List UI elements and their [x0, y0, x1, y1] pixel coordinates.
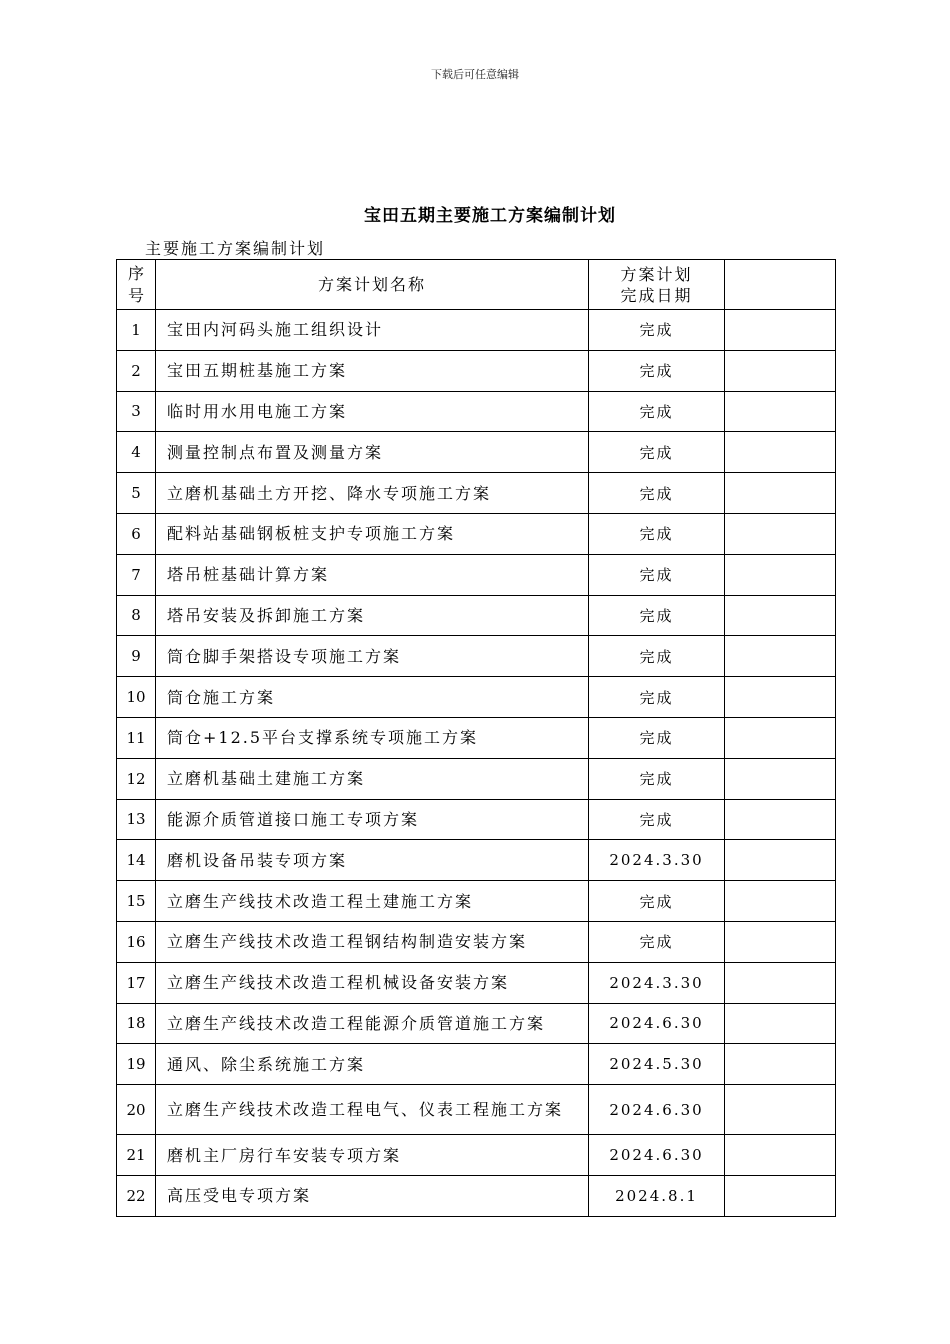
completion-date: 完成 — [589, 391, 725, 432]
plan-name: 高压受电专项方案 — [156, 1175, 589, 1216]
row-number: 21 — [117, 1135, 156, 1176]
table-row — [117, 595, 836, 636]
row-number: 9 — [117, 636, 156, 677]
completion-date: 2024.3.30 — [589, 840, 725, 881]
completion-date: 完成 — [589, 677, 725, 718]
table-row — [117, 962, 836, 1003]
header-date — [589, 260, 725, 310]
extra-cell — [725, 391, 836, 432]
plan-name: 筒仓+12.5平台支撑系统专项施工方案 — [156, 717, 589, 758]
row-number: 11 — [117, 717, 156, 758]
table-row — [117, 1044, 836, 1085]
completion-date: 完成 — [589, 310, 725, 351]
plan-table — [116, 259, 836, 1217]
extra-cell — [725, 636, 836, 677]
row-number: 10 — [117, 677, 156, 718]
plan-name: 筒仓脚手架搭设专项施工方案 — [156, 636, 589, 677]
completion-date: 2024.8.1 — [589, 1175, 725, 1216]
table-row — [117, 921, 836, 962]
plan-name: 塔吊桩基础计算方案 — [156, 554, 589, 595]
plan-name: 能源介质管道接口施工专项方案 — [156, 799, 589, 840]
row-number: 8 — [117, 595, 156, 636]
plan-name: 立磨生产线技术改造工程电气、仪表工程施工方案 — [156, 1085, 589, 1135]
table-header-row — [117, 260, 836, 310]
extra-cell — [725, 554, 836, 595]
completion-date: 完成 — [589, 758, 725, 799]
header-no-label: 序号 — [127, 263, 144, 305]
row-number: 1 — [117, 310, 156, 351]
plan-name: 立磨生产线技术改造工程土建施工方案 — [156, 881, 589, 922]
extra-cell — [725, 350, 836, 391]
plan-name: 宝田内河码头施工组织设计 — [156, 310, 589, 351]
extra-cell — [725, 921, 836, 962]
extra-cell — [725, 717, 836, 758]
row-number: 17 — [117, 962, 156, 1003]
table-row — [117, 1175, 836, 1216]
row-number: 16 — [117, 921, 156, 962]
completion-date: 完成 — [589, 636, 725, 677]
row-number: 5 — [117, 473, 156, 514]
table-row — [117, 758, 836, 799]
completion-date: 完成 — [589, 554, 725, 595]
document-title: 宝田五期主要施工方案编制计划 — [364, 206, 616, 226]
extra-cell — [725, 1175, 836, 1216]
table-row — [117, 717, 836, 758]
table-row — [117, 840, 836, 881]
table-row — [117, 432, 836, 473]
plan-name: 立磨机基础土方开挖、降水专项施工方案 — [156, 473, 589, 514]
row-number: 4 — [117, 432, 156, 473]
header-name: 方案计划名称 — [156, 260, 589, 310]
table-row — [117, 1085, 836, 1135]
row-number: 7 — [117, 554, 156, 595]
table-row — [117, 350, 836, 391]
table-row — [117, 513, 836, 554]
plan-name: 配料站基础钢板桩支护专项施工方案 — [156, 513, 589, 554]
completion-date: 2024.6.30 — [589, 1003, 725, 1044]
completion-date: 完成 — [589, 881, 725, 922]
table-caption: 主要施工方案编制计划 — [145, 239, 326, 258]
extra-cell — [725, 962, 836, 1003]
plan-name: 筒仓施工方案 — [156, 677, 589, 718]
table-row — [117, 391, 836, 432]
plan-name: 立磨生产线技术改造工程钢结构制造安装方案 — [156, 921, 589, 962]
plan-name: 磨机主厂房行车安装专项方案 — [156, 1135, 589, 1176]
extra-cell — [725, 513, 836, 554]
row-number: 2 — [117, 350, 156, 391]
header-no — [117, 260, 156, 310]
completion-date: 完成 — [589, 350, 725, 391]
plan-name: 通风、除尘系统施工方案 — [156, 1044, 589, 1085]
row-number: 13 — [117, 799, 156, 840]
plan-name: 立磨生产线技术改造工程机械设备安装方案 — [156, 962, 589, 1003]
row-number: 19 — [117, 1044, 156, 1085]
extra-cell — [725, 840, 836, 881]
row-number: 18 — [117, 1003, 156, 1044]
table-row — [117, 310, 836, 351]
plan-name: 塔吊安装及拆卸施工方案 — [156, 595, 589, 636]
header-date-line2: 完成日期 — [620, 285, 693, 305]
row-number: 3 — [117, 391, 156, 432]
completion-date: 完成 — [589, 473, 725, 514]
completion-date: 完成 — [589, 513, 725, 554]
extra-cell — [725, 881, 836, 922]
plan-name: 立磨生产线技术改造工程能源介质管道施工方案 — [156, 1003, 589, 1044]
plan-name: 临时用水用电施工方案 — [156, 391, 589, 432]
table-row — [117, 636, 836, 677]
table-row — [117, 799, 836, 840]
row-number: 20 — [117, 1085, 156, 1135]
table-row — [117, 677, 836, 718]
row-number: 15 — [117, 881, 156, 922]
row-number: 12 — [117, 758, 156, 799]
completion-date: 2024.3.30 — [589, 962, 725, 1003]
completion-date: 完成 — [589, 799, 725, 840]
extra-cell — [725, 1003, 836, 1044]
table-row — [117, 473, 836, 514]
completion-date: 完成 — [589, 921, 725, 962]
completion-date: 完成 — [589, 717, 725, 758]
row-number: 22 — [117, 1175, 156, 1216]
header-extra — [725, 260, 836, 310]
extra-cell — [725, 1135, 836, 1176]
header-note: 下载后可任意编辑 — [431, 68, 519, 81]
completion-date: 2024.6.30 — [589, 1085, 725, 1135]
table-row — [117, 554, 836, 595]
completion-date: 2024.6.30 — [589, 1135, 725, 1176]
header-date-line1: 方案计划 — [620, 264, 693, 284]
plan-name: 磨机设备吊装专项方案 — [156, 840, 589, 881]
extra-cell — [725, 799, 836, 840]
extra-cell — [725, 677, 836, 718]
row-number: 14 — [117, 840, 156, 881]
extra-cell — [725, 473, 836, 514]
extra-cell — [725, 1044, 836, 1085]
completion-date: 完成 — [589, 595, 725, 636]
completion-date: 2024.5.30 — [589, 1044, 725, 1085]
extra-cell — [725, 758, 836, 799]
table-row — [117, 1003, 836, 1044]
completion-date: 完成 — [589, 432, 725, 473]
extra-cell — [725, 595, 836, 636]
extra-cell — [725, 310, 836, 351]
plan-name: 宝田五期桩基施工方案 — [156, 350, 589, 391]
row-number: 6 — [117, 513, 156, 554]
extra-cell — [725, 432, 836, 473]
plan-name: 测量控制点布置及测量方案 — [156, 432, 589, 473]
table-row — [117, 1135, 836, 1176]
table-body — [117, 310, 836, 1217]
extra-cell — [725, 1085, 836, 1135]
table-row — [117, 881, 836, 922]
plan-name: 立磨机基础土建施工方案 — [156, 758, 589, 799]
